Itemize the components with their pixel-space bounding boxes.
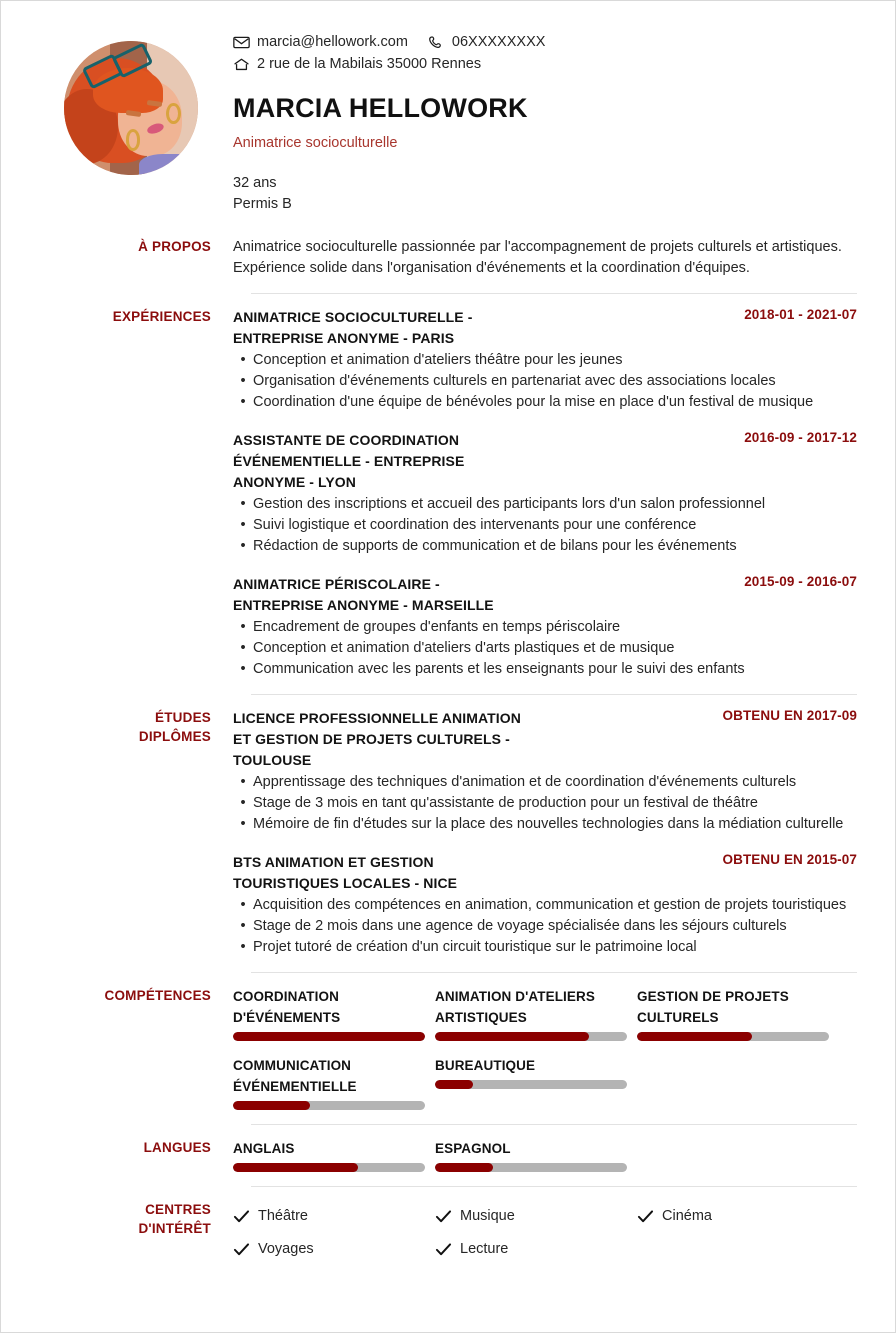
contact-address bbox=[233, 53, 481, 75]
language-label: ESPAGNOL bbox=[435, 1141, 511, 1156]
entry-head bbox=[233, 430, 857, 493]
check-icon bbox=[637, 1209, 654, 1224]
section-education bbox=[1, 708, 895, 958]
section-label-interests-line2: D'INTÉRÊT bbox=[138, 1221, 211, 1236]
education-list bbox=[233, 708, 857, 958]
skill-bar-fill bbox=[233, 1032, 425, 1041]
entry bbox=[233, 574, 857, 680]
section-experiences bbox=[1, 307, 895, 680]
interest-item bbox=[637, 1200, 839, 1233]
cv-header bbox=[1, 1, 895, 215]
skill-label: BUREAUTIQUE bbox=[435, 1058, 536, 1073]
check-icon bbox=[435, 1209, 452, 1224]
section-label-about: À PROPOS bbox=[138, 239, 211, 254]
list-item: • Stage de 2 mois dans une agence de voyage spécialisée dans les séjours culturels bbox=[233, 916, 857, 937]
check-icon bbox=[233, 1242, 250, 1257]
list-item: • Rédaction de supports de communication et de bilans pour les événements bbox=[233, 536, 857, 557]
bullet-icon: • bbox=[240, 619, 246, 635]
list-item: • Suivi logistique et coordination des intervenants pour une conférence bbox=[233, 515, 857, 536]
skill-label: COMMUNICATION ÉVÉNEMENTIELLE bbox=[233, 1058, 357, 1094]
entry-date: 2018-01 - 2021-07 bbox=[744, 307, 857, 322]
entry-head bbox=[233, 852, 857, 894]
entry-date: 2016-09 - 2017-12 bbox=[744, 430, 857, 445]
skill-bar-track bbox=[435, 1080, 627, 1089]
interest-item bbox=[233, 1200, 435, 1233]
language-bar-fill bbox=[233, 1163, 358, 1172]
list-item: • Communication avec les parents et les enseignants pour le suivi des enfants bbox=[233, 659, 857, 680]
bullet-icon: • bbox=[240, 640, 246, 656]
skill bbox=[637, 986, 839, 1041]
language bbox=[435, 1138, 637, 1172]
divider-after-languages bbox=[251, 1186, 857, 1187]
skill bbox=[435, 986, 637, 1041]
interest-label: Théâtre bbox=[258, 1208, 308, 1224]
section-label-interests bbox=[29, 1200, 233, 1238]
bullet-icon: • bbox=[240, 496, 246, 512]
section-languages bbox=[1, 1138, 895, 1186]
bullet-icon: • bbox=[240, 538, 246, 554]
job-title: Animatrice socioculturelle bbox=[233, 135, 398, 151]
divider-after-experiences bbox=[251, 694, 857, 695]
bullet-icon: • bbox=[240, 774, 246, 790]
list-item: • Organisation d'événements culturels en partenariat avec des associations locales bbox=[233, 371, 857, 392]
header-main bbox=[233, 29, 857, 215]
skill-bar-track bbox=[233, 1032, 425, 1041]
about-content bbox=[233, 237, 857, 279]
section-skills bbox=[1, 986, 895, 1124]
list-item: • Projet tutoré de création d'un circuit touristique sur le patrimoine local bbox=[233, 937, 857, 958]
skill-bar-fill bbox=[233, 1101, 310, 1110]
skill-bar-fill bbox=[435, 1080, 473, 1089]
entry-bullets bbox=[233, 494, 857, 557]
contact-line-1 bbox=[233, 31, 857, 53]
phone-text: 06XXXXXXXX bbox=[451, 34, 546, 50]
bullet-icon: • bbox=[240, 918, 246, 934]
entry-title: ASSISTANTE DE COORDINATION ÉVÉNEMENTIELLE - ENTREPRISE ANONYME - LYON bbox=[233, 432, 465, 490]
about-text: Animatrice socioculturelle passionnée par l'accompagnement de projets culturels et artistiques. Expérience solide dans l'organisation d'événements et la coordination d'équipes. bbox=[233, 239, 842, 276]
entry-title: LICENCE PROFESSIONNELLE ANIMATION ET GESTION DE PROJETS CULTURELS - TOULOUSE bbox=[233, 710, 521, 768]
entry-title: ANIMATRICE PÉRISCOLAIRE - ENTREPRISE ANONYME - MARSEILLE bbox=[233, 576, 494, 613]
languages-grid bbox=[233, 1138, 857, 1186]
list-item: • Coordination d'une équipe de bénévoles pour la mise en place d'un festival de musique bbox=[233, 392, 857, 413]
section-label-education-line1: ÉTUDES bbox=[155, 710, 211, 725]
entry-date: 2015-09 - 2016-07 bbox=[744, 574, 857, 589]
skill-label: ANIMATION D'ATELIERS ARTISTIQUES bbox=[435, 989, 595, 1025]
language-bar-fill bbox=[435, 1163, 493, 1172]
divider-after-about bbox=[251, 293, 857, 294]
skill bbox=[233, 1055, 435, 1110]
contact-phone[interactable] bbox=[428, 31, 546, 53]
home-icon bbox=[233, 57, 250, 72]
license-text: Permis B bbox=[233, 196, 292, 212]
skill-bar-fill bbox=[435, 1032, 589, 1041]
interest-label: Cinéma bbox=[662, 1208, 712, 1224]
section-label-interests-line1: CENTRES bbox=[145, 1202, 211, 1217]
interest-item bbox=[435, 1200, 637, 1233]
entry-title: ANIMATRICE SOCIOCULTURELLE - ENTREPRISE ANONYME - PARIS bbox=[233, 309, 473, 346]
skill-bar-track bbox=[233, 1101, 425, 1110]
list-item: • Conception et animation d'ateliers théâtre pour les jeunes bbox=[233, 350, 857, 371]
language-bar-track bbox=[435, 1163, 627, 1172]
phone-icon bbox=[428, 35, 445, 50]
interests-grid bbox=[233, 1200, 857, 1266]
avatar bbox=[64, 41, 198, 175]
age-text: 32 ans bbox=[233, 175, 277, 191]
entry-bullets bbox=[233, 772, 857, 835]
check-icon bbox=[435, 1242, 452, 1257]
email-text: marcia@hellowork.com bbox=[257, 34, 408, 50]
contact-email[interactable] bbox=[233, 31, 408, 53]
interest-label: Voyages bbox=[258, 1241, 314, 1257]
skill-bar-track bbox=[637, 1032, 829, 1041]
entry-bullets bbox=[233, 895, 857, 958]
bullet-icon: • bbox=[240, 795, 246, 811]
bullet-icon: • bbox=[240, 816, 246, 832]
skills-grid bbox=[233, 986, 857, 1124]
skill-bar-fill bbox=[637, 1032, 752, 1041]
section-label-languages: LANGUES bbox=[143, 1140, 211, 1155]
skill-label: COORDINATION D'ÉVÉNEMENTS bbox=[233, 989, 341, 1025]
bullet-icon: • bbox=[240, 661, 246, 677]
list-item: • Conception et animation d'ateliers d'arts plastiques et de musique bbox=[233, 638, 857, 659]
entry-head bbox=[233, 708, 857, 771]
entry-bullets bbox=[233, 350, 857, 413]
address-text: 2 rue de la Mabilais 35000 Rennes bbox=[257, 56, 482, 72]
section-interests bbox=[1, 1200, 895, 1266]
entry-date: OBTENU EN 2017-09 bbox=[722, 708, 857, 723]
page-title: MARCIA HELLOWORK bbox=[233, 93, 528, 123]
avatar-column bbox=[29, 29, 233, 175]
list-item: • Stage de 3 mois en tant qu'assistante de production pour un festival de théâtre bbox=[233, 793, 857, 814]
language-bar-track bbox=[233, 1163, 425, 1172]
entry bbox=[233, 430, 857, 557]
interest-label: Musique bbox=[460, 1208, 515, 1224]
entry-head bbox=[233, 307, 857, 349]
divider-after-skills bbox=[251, 1124, 857, 1125]
interest-label: Lecture bbox=[460, 1241, 509, 1257]
interest-item bbox=[233, 1233, 435, 1266]
entry-title: BTS ANIMATION ET GESTION TOURISTIQUES LOCALES - NICE bbox=[233, 854, 458, 891]
entry-date: OBTENU EN 2015-07 bbox=[722, 852, 857, 867]
entry bbox=[233, 708, 857, 835]
bullet-icon: • bbox=[240, 897, 246, 913]
skill bbox=[435, 1055, 637, 1110]
bullet-icon: • bbox=[240, 939, 246, 955]
experiences-list bbox=[233, 307, 857, 680]
entry-bullets bbox=[233, 617, 857, 680]
language-label: ANGLAIS bbox=[233, 1141, 295, 1156]
entry bbox=[233, 307, 857, 413]
envelope-icon bbox=[233, 35, 250, 50]
bullet-icon: • bbox=[240, 517, 246, 533]
list-item: • Acquisition des compétences en animation, communication et gestion de projets touristiques bbox=[233, 895, 857, 916]
interest-item bbox=[435, 1233, 637, 1266]
contact-line-2 bbox=[233, 53, 857, 75]
section-label-skills: COMPÉTENCES bbox=[104, 988, 211, 1003]
personal-facts bbox=[233, 173, 857, 215]
list-item: • Encadrement de groupes d'enfants en temps périscolaire bbox=[233, 617, 857, 638]
bullet-icon: • bbox=[240, 394, 246, 410]
skill bbox=[233, 986, 435, 1041]
divider-after-education bbox=[251, 972, 857, 973]
section-label-experiences: EXPÉRIENCES bbox=[112, 309, 211, 324]
list-item: • Gestion des inscriptions et accueil des participants lors d'un salon professionnel bbox=[233, 494, 857, 515]
section-label-education bbox=[29, 708, 233, 746]
language bbox=[233, 1138, 435, 1172]
bullet-icon: • bbox=[240, 373, 246, 389]
skill-label: GESTION DE PROJETS CULTURELS bbox=[637, 989, 789, 1025]
entry-head bbox=[233, 574, 857, 616]
check-icon bbox=[233, 1209, 250, 1224]
list-item: • Mémoire de fin d'études sur la place des nouvelles technologies dans la médiation culturelle bbox=[233, 814, 857, 835]
section-about bbox=[1, 237, 895, 279]
bullet-icon: • bbox=[240, 352, 246, 368]
skill-bar-track bbox=[435, 1032, 627, 1041]
entry bbox=[233, 852, 857, 958]
list-item: • Apprentissage des techniques d'animation et de coordination d'événements culturels bbox=[233, 772, 857, 793]
section-label-education-line2: DIPLÔMES bbox=[138, 729, 211, 744]
